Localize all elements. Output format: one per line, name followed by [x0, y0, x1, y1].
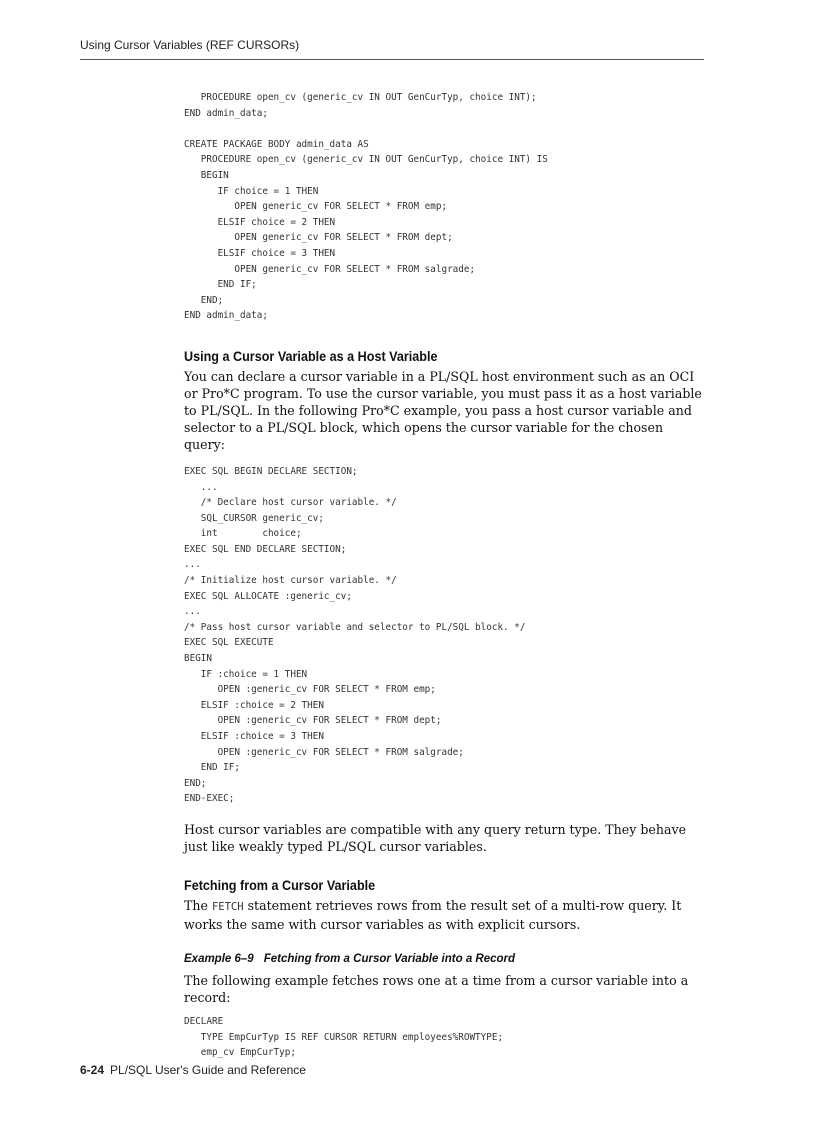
page-number: 6-24: [80, 1063, 105, 1077]
fetch-keyword: FETCH: [211, 900, 244, 913]
section-heading-fetch: Fetching from a Cursor Variable: [184, 876, 376, 893]
running-header: Using Cursor Variables (REF CURSORs): [80, 38, 300, 52]
book-title: PL/SQL User's Guide and Reference: [110, 1063, 306, 1077]
page-content: [184, 90, 704, 1061]
paragraph-host-variable: You can declare a cursor variable in a PL/SQL host environment such as an OCI or Pro*C program. To use the cursor variable, you must pass it as a host variable to PL/SQL. In the following Pro*C example, you pass a host cursor variable and selector to a PL/SQL block, which opens the cursor variable for the chosen query:: [184, 368, 702, 452]
paragraph-host-compat: Host cursor variables are compatible with any query return type. They behave just like weakly typed PL/SQL cursor variables.: [184, 821, 687, 854]
code-block-package: PROCEDURE open_cv (generic_cv IN OUT GenCurTyp, choice INT); END admin_data; CREATE PACKAGE BODY admin_data AS PROCEDURE open_cv (generic_cv IN OUT GenCurTyp, choice INT) IS BEGIN IF choice = 1 THEN OPEN generic_cv FOR SELECT * FROM emp; ELSIF choice = 2 THEN OPEN generic_cv FOR SELECT * FROM dept; ELSIF choice = 3 THEN OPEN generic_cv FOR SELECT * FROM salgrade; END IF; END; END admin_data;: [184, 92, 548, 322]
example-intro: The following example fetches rows one at a time from a cursor variable into a record:: [184, 972, 689, 1005]
section-heading-host-variable: Using a Cursor Variable as a Host Variable: [184, 347, 438, 364]
fetch-text-before: The: [184, 897, 212, 913]
paragraph-fetch: [184, 897, 704, 933]
header-rule: [80, 59, 704, 60]
code-block-example: DECLARE TYPE EmpCurTyp IS REF CURSOR RETURN employees%ROWTYPE; emp_cv EmpCurTyp;: [184, 1015, 504, 1059]
example-title: [184, 953, 704, 965]
code-block-proc: EXEC SQL BEGIN DECLARE SECTION; ... /* Declare host cursor variable. */ SQL_CURSOR generic_cv; int choice; EXEC SQL END DECLARE SECTION; ... /* Initialize host cursor variable. */ EXEC SQL ALLOCATE :generic_cv; ... /* Pass host cursor variable and selector to PL/SQL block. */ EXEC SQL EXECUTE BEGIN IF :choice = 1 THEN OPEN :generic_cv FOR SELECT * FROM emp; ELSIF :choice = 2 THEN OPEN :generic_cv FOR SELECT * FROM dept; ELSIF :choice = 3 THEN OPEN :generic_cv FOR SELECT * FROM salgrade; END IF; END; END-EXEC;: [184, 465, 526, 805]
example-title-text: Fetching from a Cursor Variable into a Record: [263, 952, 516, 965]
page-footer: [80, 1063, 306, 1077]
example-label: Example 6–9: [184, 952, 254, 965]
fetch-text-after: statement retrieves rows from the result set of a multi-row query. It works the same with cursor variables as with explicit cursors.: [184, 897, 682, 932]
